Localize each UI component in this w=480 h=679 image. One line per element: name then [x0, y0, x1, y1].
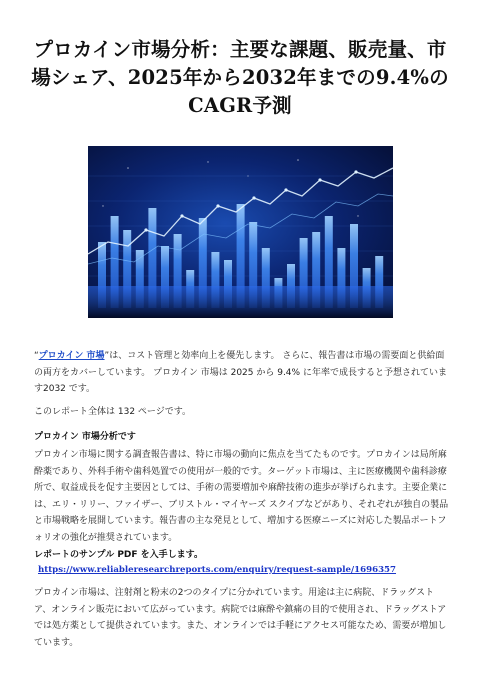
quote-mark: “ [34, 351, 39, 361]
page-title: プロカイン市場分析：主要な課題、販売量、市場シェア、2025年から2032年までの9.4%のCAGR予測 [31, 38, 449, 117]
bar-chart-hologram-image [88, 146, 393, 318]
intro-paragraph [34, 348, 450, 398]
page-count-line: このレポート全体は 132 ページです。 [34, 407, 192, 417]
sample-url-link[interactable]: https://www.reliableresearchreports.com/enquiry/request-sample/1696357 [38, 565, 397, 575]
section-heading: プロカイン 市場分析です [34, 432, 136, 442]
hero-image [88, 146, 393, 318]
analysis-paragraph: プロカイン市場に関する調査報告書は、特に市場の動向に焦点を当てたものです。プロカインは局所麻酔薬であり、外科手術や歯科処置での使用が一般的です。ターゲット市場は、主に医療機関や歯科診療所で、収益成長を促す主要因としては、手術の需要増加や麻酔技術の進歩が挙げられます。主要企業には、エリ・リリー、ファイザー、ブリストル・マイヤーズ スクイブなどがあり、それぞれが独自の製品と市場戦略を展開しています。報告書の主な発見として、増加する医療ニーズに対応した製品ポートフォリオの強化が推奨されています。 [34, 450, 449, 543]
sample-request [34, 548, 450, 578]
sample-label: レポートのサンプル PDF を入手します。 [34, 550, 203, 560]
market-link[interactable]: プロカイン 市場 [38, 351, 105, 361]
types-paragraph: プロカイン市場は、注射剤と粉末の2つのタイプに分かれています。用途は主に病院、ドラッグストア、オンライン販売において広がっています。病院では麻酔や鎮痛の目的で使用され、ドラッグストアでは処方薬として提供されています。また、オンラインでは手軽にアクセス可能なため、需要が増加しています。 [34, 588, 447, 648]
intro-text: ”は、コスト管理と効率向上を優先します。 さらに、報告書は市場の需要面と供給面の両方をカバーしています。 プロカイン 市場は 2025 から 9.4% に年率で成長すると予想されています2032 です。 [34, 351, 447, 395]
